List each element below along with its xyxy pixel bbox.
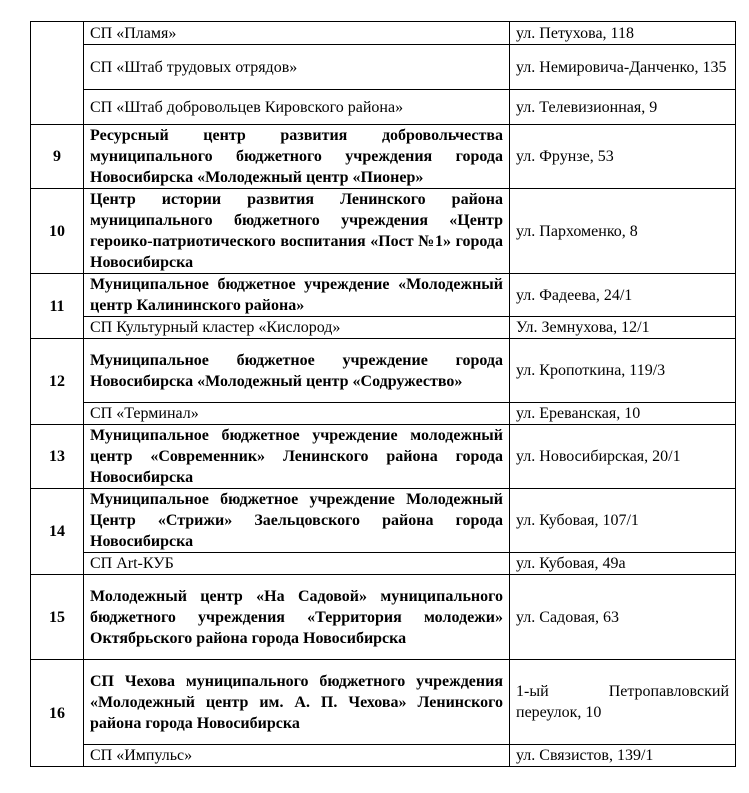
organization-name: СП «Терминал»: [84, 403, 510, 425]
organization-name: Муниципальное бюджетное учреждение «Молодежный центр Калининского района»: [84, 274, 510, 317]
row-number: 14: [31, 489, 84, 575]
organization-address: ул. Петухова, 118: [510, 22, 736, 45]
table-row: [31, 489, 736, 553]
organization-address: ул. Фрунзе, 53: [510, 125, 736, 189]
organization-address: ул. Телевизионная, 9: [510, 90, 736, 125]
table-row: [31, 339, 736, 403]
table-row: [31, 274, 736, 317]
organization-address: 1-ый Петропавловский переулок, 10: [510, 660, 736, 745]
row-number: [31, 22, 84, 125]
organization-name: СП Art-КУБ: [84, 553, 510, 575]
row-number: 11: [31, 274, 84, 339]
organization-name: Молодежный центр «На Садовой» муниципального бюджетного учреждения «Территория молодежи» Октябрьского района города Новосибирска: [84, 575, 510, 660]
organization-name: СП «Пламя»: [84, 22, 510, 45]
row-number: 15: [31, 575, 84, 660]
row-number: 16: [31, 660, 84, 767]
organization-address: ул. Садовая, 63: [510, 575, 736, 660]
row-number: 10: [31, 189, 84, 274]
organization-address: ул. Кубовая, 107/1: [510, 489, 736, 553]
table-row: [31, 22, 736, 45]
organization-name: Муниципальное бюджетное учреждение молодежный центр «Современник» Ленинского района города Новосибирска: [84, 425, 510, 489]
table-row: [31, 403, 736, 425]
organization-name: СП «Штаб трудовых отрядов»: [84, 45, 510, 90]
table-row: [31, 745, 736, 767]
document-page: [30, 21, 736, 767]
organization-address: ул. Фадеева, 24/1: [510, 274, 736, 317]
organization-address: Ул. Земнухова, 12/1: [510, 317, 736, 339]
organization-address: ул. Кубовая, 49а: [510, 553, 736, 575]
table-row: [31, 45, 736, 90]
organization-name: СП Чехова муниципального бюджетного учреждения «Молодежный центр им. А. П. Чехова» Ленинского района города Новосибирска: [84, 660, 510, 745]
table-row: [31, 575, 736, 660]
row-number: 12: [31, 339, 84, 425]
organization-name: СП «Импульс»: [84, 745, 510, 767]
table-row: [31, 317, 736, 339]
organization-name: СП Культурный кластер «Кислород»: [84, 317, 510, 339]
organization-name: Ресурсный центр развития добровольчества муниципального бюджетного учреждения города Новосибирска «Молодежный центр «Пионер»: [84, 125, 510, 189]
organization-name: Муниципальное бюджетное учреждение города Новосибирска «Молодежный центр «Содружество»: [84, 339, 510, 403]
organization-name: СП «Штаб добровольцев Кировского района»: [84, 90, 510, 125]
table-row: [31, 90, 736, 125]
row-number: 9: [31, 125, 84, 189]
organizations-table: [30, 21, 736, 767]
table-row: [31, 189, 736, 274]
row-number: 13: [31, 425, 84, 489]
organization-address: ул. Ереванская, 10: [510, 403, 736, 425]
table-row: [31, 660, 736, 745]
organization-address: ул. Немировича-Данченко, 135: [510, 45, 736, 90]
organization-address: ул. Новосибирская, 20/1: [510, 425, 736, 489]
organization-address: ул. Кропоткина, 119/3: [510, 339, 736, 403]
table-row: [31, 553, 736, 575]
organization-address: ул. Связистов, 139/1: [510, 745, 736, 767]
table-row: [31, 425, 736, 489]
table-row: [31, 125, 736, 189]
organization-name: Центр истории развития Ленинского района муниципального бюджетного учреждения «Центр героико-патриотического воспитания «Пост №1» города Новосибирска: [84, 189, 510, 274]
organization-address: ул. Пархоменко, 8: [510, 189, 736, 274]
organization-name: Муниципальное бюджетное учреждение Молодежный Центр «Стрижи» Заельцовского района города Новосибирска: [84, 489, 510, 553]
